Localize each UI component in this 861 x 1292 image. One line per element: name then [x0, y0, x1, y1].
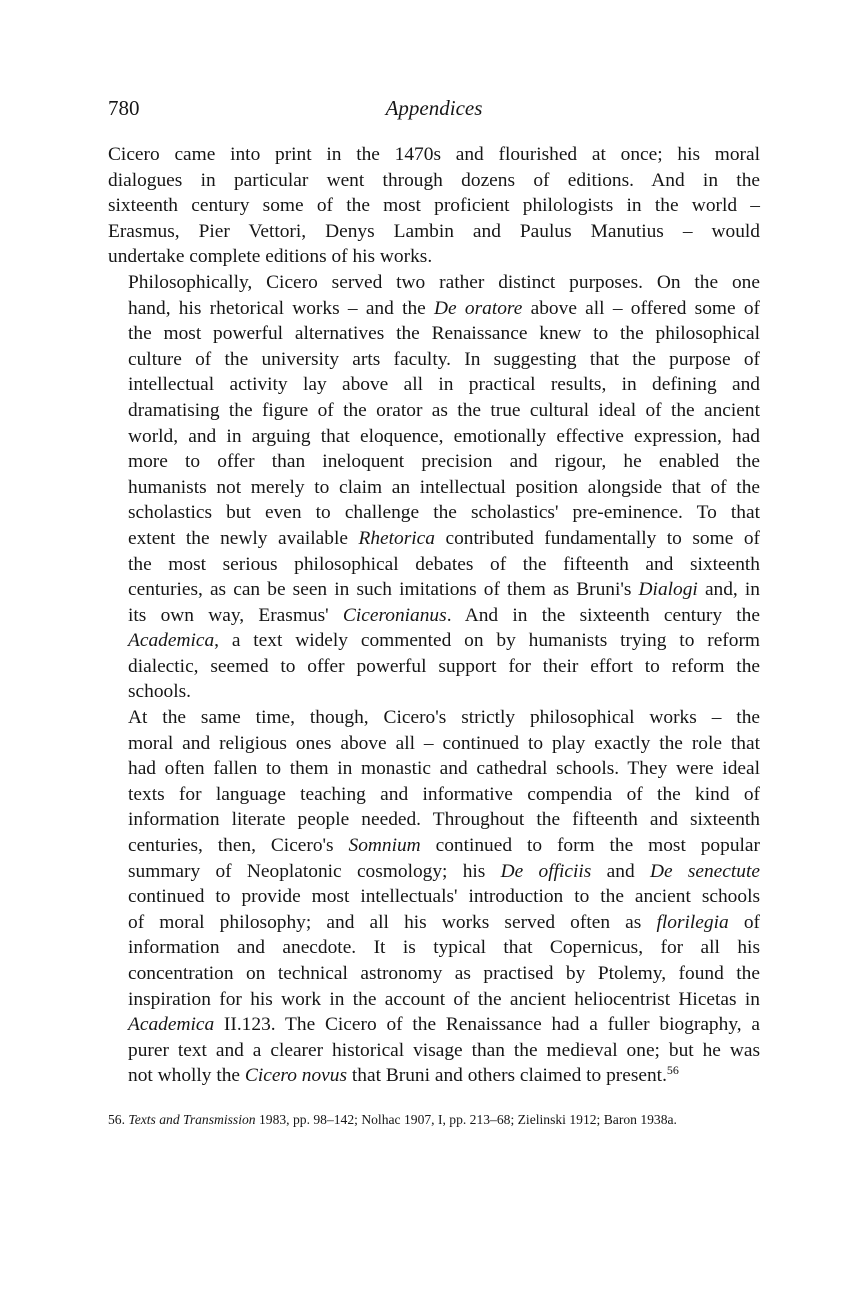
text-line: scholastics but even to challenge the scholastics' pre-eminence. To that [128, 502, 760, 524]
paragraph-2 [108, 270, 760, 705]
text-line: not wholly the Cicero novus that Bruni and others claimed to present.$^{56}$ [128, 1063, 679, 1087]
text-line: of moral philosophy; and all his works served often as florilegia of [128, 911, 760, 933]
text-line: world, and in arguing that eloquence, emotionally effective expression, had [128, 425, 760, 447]
work-title: De officiis [500, 860, 592, 882]
text-line: hand, his rhetorical works – and the De oratore above all – offered some of [128, 297, 760, 319]
text-line: more to offer than ineloquent precision and rigour, he enabled the [128, 451, 760, 473]
work-title: De senectute [649, 860, 760, 882]
text-line: Cicero came into print in the 1470s and flourished at once; his moral [108, 144, 760, 165]
text-line: centuries, then, Cicero's Somnium continued to form the most popular [128, 835, 760, 857]
text-line: the most serious philosophical debates of the fifteenth and sixteenth [128, 553, 760, 575]
work-title: florilegia [656, 911, 729, 933]
work-title: Cicero novus [244, 1065, 348, 1087]
work-title: Ciceronianus [342, 604, 447, 626]
work-title: Academica [128, 1014, 215, 1036]
page-number: 780 [108, 96, 140, 120]
text-line: centuries, as can be seen in such imitations of them as Bruni's Dialogi and, in [128, 579, 760, 601]
page-header [108, 92, 760, 132]
footnote-text: 1983, pp. 98–142; Nolhac 1907, I, pp. 213–68; Zielinski 1912; Baron 1938a. [258, 1111, 677, 1127]
text-line: Academica, a text widely commented on by humanists trying to reform [128, 630, 760, 652]
footnote-reference[interactable]: 56 [666, 1063, 679, 1078]
text-line: concentration on technical astronomy as practised by Ptolemy, found the [128, 963, 760, 984]
text-line: Philosophically, Cicero served two rather distinct purposes. On the one [128, 271, 760, 293]
text-line: humanists not merely to claim an intellectual position alongside that of the [128, 476, 760, 498]
text-line: intellectual activity lay above all in practical results, in defining and [128, 374, 760, 396]
text-line: schools. [128, 681, 192, 703]
text-line: dialogues in particular went through dozens of editions. And in the [108, 169, 760, 191]
text-line: the most powerful alternatives the Renaissance knew to the philosophical [128, 323, 760, 345]
running-head: Appendices [385, 96, 483, 120]
text-line: culture of the university arts faculty. In suggesting that the purpose of [128, 348, 760, 370]
text-line: texts for language teaching and informative compendia of the kind of [128, 783, 760, 805]
text-line: dialectic, seemed to offer powerful support for their effort to reform the [128, 655, 760, 677]
work-title: Academica [128, 630, 215, 652]
text-line: Erasmus, Pier Vettori, Denys Lambin and Paulus Manutius – would [108, 220, 760, 242]
text-line: information literate people needed. Throughout the fifteenth and sixteenth [128, 809, 760, 831]
footnote-work-title: Texts and Transmission [128, 1111, 256, 1127]
text-line: moral and religious ones above all – continued to play exactly the role that [128, 732, 760, 754]
paragraph-3 [108, 705, 760, 1089]
text-line: purer text and a clearer historical visage than the medieval one; but he was [128, 1039, 760, 1061]
text-line: its own way, Erasmus' Ciceronianus. And in the sixteenth century the [128, 604, 760, 626]
text-line: continued to provide most intellectuals' introduction to the ancient schools [128, 886, 760, 908]
text-line: had often fallen to them in monastic and cathedral schools. They were ideal [128, 758, 760, 780]
footnote-number: 56. [108, 1111, 125, 1127]
work-title: Dialogi [638, 579, 698, 601]
text-line: inspiration for his work in the account of the ancient heliocentrist Hicetas in [128, 988, 760, 1010]
work-title: Rhetorica [358, 527, 435, 549]
book-page [108, 92, 760, 1129]
text-line: undertake complete editions of his works. [108, 246, 433, 268]
text-line: At the same time, though, Cicero's strictly philosophical works – the [128, 707, 760, 729]
main-text [108, 142, 760, 1089]
text-line: extent the newly available Rhetorica contributed fundamentally to some of [128, 527, 760, 549]
work-title: De oratore [434, 297, 523, 319]
text-line: sixteenth century some of the most proficient philologists in the world – [108, 195, 760, 217]
work-title: Somnium [348, 835, 421, 857]
text-line: dramatising the figure of the orator as the true cultural ideal of the ancient [128, 399, 760, 421]
text-line: information and anecdote. It is typical that Copernicus, for all his [128, 937, 760, 959]
footnote [108, 1111, 760, 1129]
paragraph-1 [108, 142, 760, 270]
text-line: Academica II.123. The Cicero of the Renaissance had a fuller biography, a [128, 1014, 760, 1036]
text-line: summary of Neoplatonic cosmology; his De officiis and De senectute [128, 860, 760, 882]
